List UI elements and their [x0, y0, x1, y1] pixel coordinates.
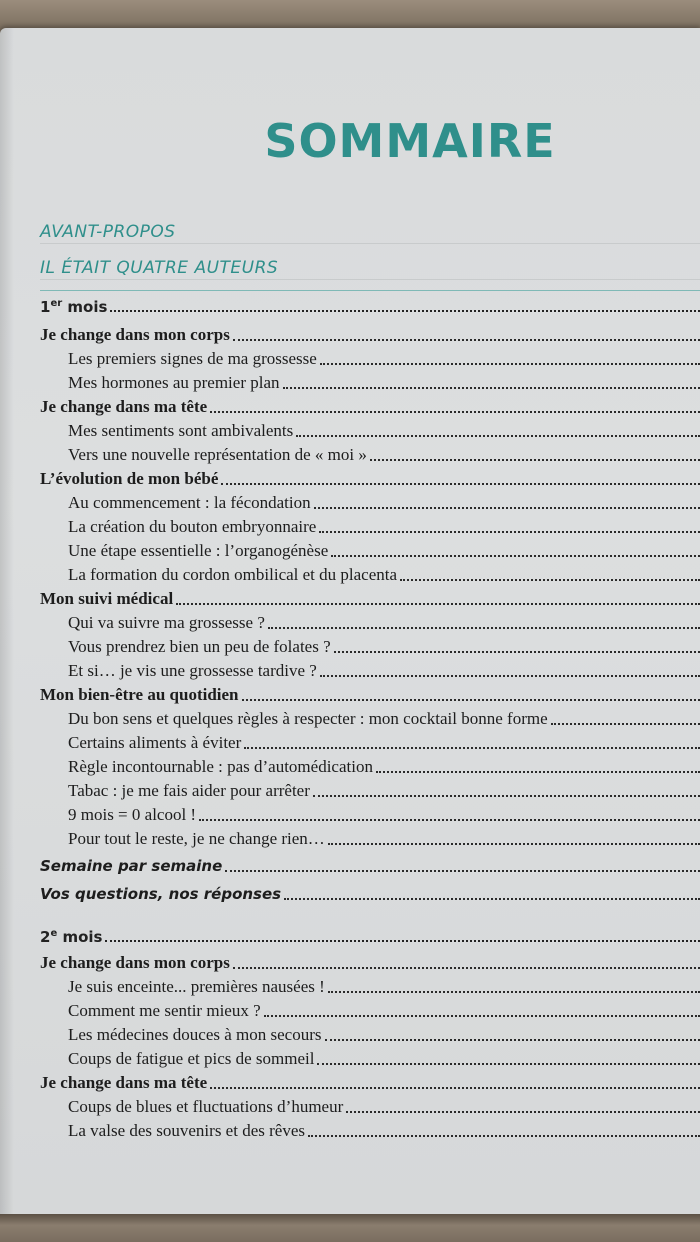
- leader-dots: [264, 1001, 700, 1017]
- toc-entry: La création du bouton embryonnaire: [0, 517, 700, 541]
- toc-entry: Tabac : je me fais aider pour arrêter: [0, 781, 700, 805]
- toc-entry: Règle incontournable : pas d’automédication: [0, 757, 700, 781]
- leader-dots: [308, 1121, 700, 1137]
- leader-dots: [346, 1097, 700, 1113]
- leader-dots: [210, 397, 700, 413]
- leader-dots: [328, 829, 700, 845]
- leader-dots: [110, 298, 700, 312]
- toc-entry: Les médecines douces à mon secours: [0, 1025, 700, 1049]
- page-title: SOMMAIRE: [264, 114, 556, 168]
- toc-month-heading: [0, 928, 700, 952]
- toc-section: Mon suivi médical: [0, 589, 700, 613]
- toc-entry: Comment me sentir mieux ?: [0, 1001, 700, 1025]
- leader-dots: [199, 805, 700, 821]
- divider: [40, 290, 700, 291]
- leader-dots: [233, 953, 700, 969]
- leader-dots: [317, 1049, 700, 1065]
- toc-special-entry: Vos questions, nos réponses: [0, 885, 700, 909]
- toc-entry: Au commencement : la fécondation: [0, 493, 700, 517]
- leader-dots: [320, 661, 700, 677]
- leader-dots: [320, 349, 700, 365]
- leader-dots: [210, 1073, 700, 1089]
- toc-entry: 9 mois = 0 alcool !: [0, 805, 700, 829]
- leader-dots: [225, 857, 700, 872]
- front-matter-label: AVANT-PROPOS: [40, 222, 176, 242]
- leader-dots: [551, 709, 700, 725]
- toc-entry: Et si… je vis une grossesse tardive ?: [0, 661, 700, 685]
- divider: [40, 279, 700, 280]
- toc-month-heading: [0, 298, 700, 322]
- leader-dots: [242, 685, 700, 701]
- toc-section: Mon bien-être au quotidien: [0, 685, 700, 709]
- leader-dots: [328, 977, 700, 993]
- leader-dots: [244, 733, 700, 749]
- toc-entry: Mes hormones au premier plan: [0, 373, 700, 397]
- toc-entry: Vous prendrez bien un peu de folates ?: [0, 637, 700, 661]
- leader-dots: [313, 781, 700, 797]
- leader-dots: [221, 469, 700, 485]
- toc-entry: Certains aliments à éviter: [0, 733, 700, 757]
- leader-dots: [319, 517, 700, 533]
- leader-dots: [314, 493, 700, 509]
- leader-dots: [284, 885, 700, 900]
- book-page: [0, 28, 700, 1218]
- leader-dots: [370, 445, 700, 461]
- toc-entry: Qui va suivre ma grossesse ?: [0, 613, 700, 637]
- toc-entry: Coups de blues et fluctuations d’humeur: [0, 1097, 700, 1121]
- front-matter-label: IL ÉTAIT QUATRE AUTEURS: [40, 258, 279, 278]
- leader-dots: [296, 421, 700, 437]
- toc-entry: Coups de fatigue et pics de sommeil: [0, 1049, 700, 1073]
- toc-entry: Vers une nouvelle représentation de « moi »: [0, 445, 700, 469]
- leader-dots: [376, 757, 700, 773]
- divider: [40, 243, 700, 244]
- toc-section: Je change dans ma tête: [0, 397, 700, 421]
- front-matter-item: [40, 222, 700, 246]
- toc-section: Je change dans mon corps: [0, 325, 700, 349]
- leader-dots: [325, 1025, 700, 1041]
- toc-entry: Mes sentiments sont ambivalents: [0, 421, 700, 445]
- leader-dots: [233, 325, 700, 341]
- leader-dots: [334, 637, 700, 653]
- front-matter-item: [40, 258, 700, 282]
- toc-entry: Pour tout le reste, je ne change rien…: [0, 829, 700, 853]
- leader-dots: [283, 373, 700, 389]
- toc-entry: Je suis enceinte... premières nausées !: [0, 977, 700, 1001]
- toc-month-label: 2e mois: [40, 928, 103, 946]
- toc-entry: La valse des souvenirs et des rêves: [0, 1121, 700, 1145]
- toc-entry: Du bon sens et quelques règles à respecter : mon cocktail bonne forme: [0, 709, 700, 733]
- leader-dots: [268, 613, 700, 629]
- toc-special-entry: Semaine par semaine: [0, 857, 700, 881]
- leader-dots: [176, 589, 700, 605]
- toc-entry: Une étape essentielle : l’organogénèse: [0, 541, 700, 565]
- toc-month-label: 1er mois: [40, 298, 108, 316]
- leader-dots: [400, 565, 700, 581]
- toc-entry: La formation du cordon ombilical et du placenta: [0, 565, 700, 589]
- toc-section: Je change dans ma tête: [0, 1073, 700, 1097]
- leader-dots: [105, 928, 700, 942]
- toc-entry: Les premiers signes de ma grossesse: [0, 349, 700, 373]
- toc-section: Je change dans mon corps: [0, 953, 700, 977]
- leader-dots: [331, 541, 700, 557]
- toc-section: L’évolution de mon bébé: [0, 469, 700, 493]
- table-surface-bottom: [0, 1214, 700, 1242]
